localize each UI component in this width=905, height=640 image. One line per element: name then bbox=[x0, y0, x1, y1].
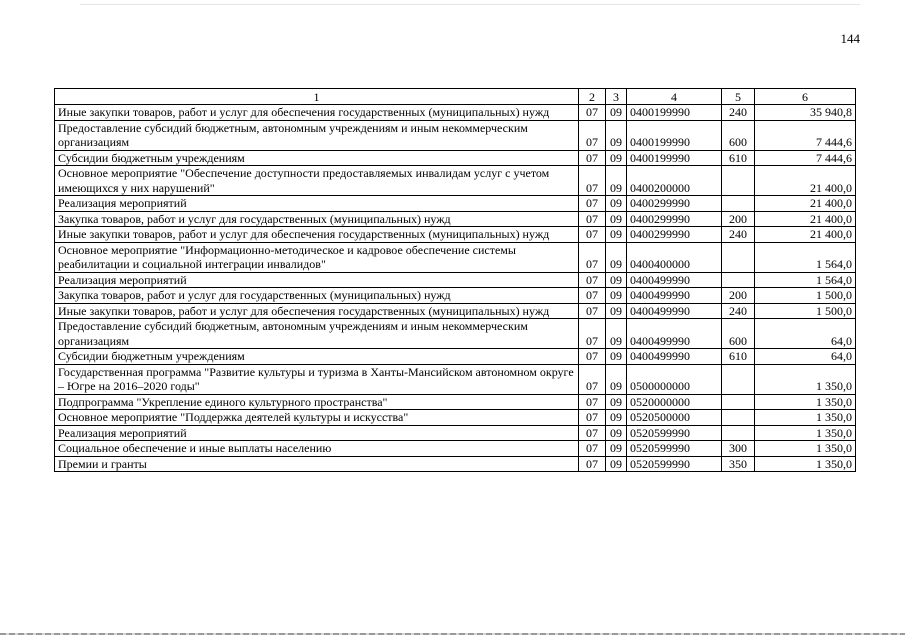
table-row bbox=[55, 456, 856, 472]
row-section-cell: 07 bbox=[579, 319, 606, 349]
row-amount-cell: 1 500,0 bbox=[755, 303, 856, 319]
row-section-cell: 07 bbox=[579, 242, 606, 272]
row-expense-type-cell: 600 bbox=[722, 319, 755, 349]
row-name-cell: Реализация мероприятий bbox=[55, 272, 579, 288]
table-row bbox=[55, 150, 856, 166]
row-target-article-cell: 0400499990 bbox=[627, 272, 722, 288]
row-expense-type-cell: 240 bbox=[722, 303, 755, 319]
row-expense-type-cell bbox=[722, 196, 755, 212]
row-amount-cell: 1 350,0 bbox=[755, 364, 856, 394]
row-name-cell: Реализация мероприятий bbox=[55, 196, 579, 212]
row-expense-type-cell: 350 bbox=[722, 456, 755, 472]
page-number: 144 bbox=[840, 31, 860, 46]
row-target-article-cell: 0400499990 bbox=[627, 288, 722, 304]
column-header-name: 1 bbox=[55, 89, 579, 105]
row-target-article-cell: 0400400000 bbox=[627, 242, 722, 272]
row-name-cell: Основное мероприятие "Информационно-методическое и кадровое обеспечение системы реабилитации и социальной интеграции инвалидов" bbox=[55, 242, 579, 272]
row-target-article-cell: 0400499990 bbox=[627, 319, 722, 349]
table-row bbox=[55, 120, 856, 150]
row-subsection-cell: 09 bbox=[606, 242, 627, 272]
row-name-cell: Предоставление субсидий бюджетным, автономным учреждениям и иным некоммерческим организациям bbox=[55, 319, 579, 349]
table-row bbox=[55, 105, 856, 121]
row-subsection-cell: 09 bbox=[606, 211, 627, 227]
column-header-section: 2 bbox=[579, 89, 606, 105]
row-expense-type-cell bbox=[722, 364, 755, 394]
row-section-cell: 07 bbox=[579, 166, 606, 196]
row-section-cell: 07 bbox=[579, 364, 606, 394]
row-target-article-cell: 0400499990 bbox=[627, 349, 722, 365]
row-expense-type-cell bbox=[722, 425, 755, 441]
row-target-article-cell: 0520599990 bbox=[627, 456, 722, 472]
row-expense-type-cell: 200 bbox=[722, 211, 755, 227]
row-section-cell: 07 bbox=[579, 441, 606, 457]
row-section-cell: 07 bbox=[579, 272, 606, 288]
row-name-cell: Иные закупки товаров, работ и услуг для обеспечения государственных (муниципальных) нужд bbox=[55, 227, 579, 243]
column-header-subsection: 3 bbox=[606, 89, 627, 105]
row-target-article-cell: 0400200000 bbox=[627, 166, 722, 196]
row-target-article-cell: 0400299990 bbox=[627, 211, 722, 227]
row-amount-cell: 21 400,0 bbox=[755, 196, 856, 212]
table-row bbox=[55, 288, 856, 304]
row-amount-cell: 1 350,0 bbox=[755, 456, 856, 472]
row-target-article-cell: 0400199990 bbox=[627, 150, 722, 166]
column-header-expense-type: 5 bbox=[722, 89, 755, 105]
row-subsection-cell: 09 bbox=[606, 105, 627, 121]
row-name-cell: Основное мероприятие "Поддержка деятелей культуры и искусства" bbox=[55, 410, 579, 426]
row-amount-cell: 64,0 bbox=[755, 319, 856, 349]
row-amount-cell: 21 400,0 bbox=[755, 166, 856, 196]
table-row bbox=[55, 319, 856, 349]
row-amount-cell: 7 444,6 bbox=[755, 120, 856, 150]
row-amount-cell: 1 500,0 bbox=[755, 288, 856, 304]
row-subsection-cell: 09 bbox=[606, 441, 627, 457]
row-section-cell: 07 bbox=[579, 456, 606, 472]
table-row bbox=[55, 349, 856, 365]
row-subsection-cell: 09 bbox=[606, 288, 627, 304]
row-name-cell: Реализация мероприятий bbox=[55, 425, 579, 441]
row-subsection-cell: 09 bbox=[606, 227, 627, 243]
row-subsection-cell: 09 bbox=[606, 120, 627, 150]
table-header-row bbox=[55, 89, 856, 105]
row-name-cell: Подпрограмма "Укрепление единого культурного пространства" bbox=[55, 394, 579, 410]
table-row bbox=[55, 211, 856, 227]
row-name-cell: Иные закупки товаров, работ и услуг для обеспечения государственных (муниципальных) нужд bbox=[55, 105, 579, 121]
row-section-cell: 07 bbox=[579, 410, 606, 426]
column-header-amount: 6 bbox=[755, 89, 856, 105]
table-row bbox=[55, 166, 856, 196]
budget-table bbox=[54, 88, 856, 472]
row-target-article-cell: 0400499990 bbox=[627, 303, 722, 319]
row-section-cell: 07 bbox=[579, 196, 606, 212]
row-target-article-cell: 0400199990 bbox=[627, 105, 722, 121]
row-subsection-cell: 09 bbox=[606, 364, 627, 394]
row-amount-cell: 21 400,0 bbox=[755, 227, 856, 243]
scan-bottom-edge bbox=[0, 633, 905, 635]
row-section-cell: 07 bbox=[579, 303, 606, 319]
row-section-cell: 07 bbox=[579, 150, 606, 166]
row-target-article-cell: 0520000000 bbox=[627, 394, 722, 410]
row-section-cell: 07 bbox=[579, 211, 606, 227]
row-subsection-cell: 09 bbox=[606, 394, 627, 410]
table-row bbox=[55, 196, 856, 212]
row-name-cell: Предоставление субсидий бюджетным, автономным учреждениям и иным некоммерческим организациям bbox=[55, 120, 579, 150]
row-section-cell: 07 bbox=[579, 105, 606, 121]
row-name-cell: Закупка товаров, работ и услуг для государственных (муниципальных) нужд bbox=[55, 288, 579, 304]
row-section-cell: 07 bbox=[579, 425, 606, 441]
row-subsection-cell: 09 bbox=[606, 166, 627, 196]
row-section-cell: 07 bbox=[579, 120, 606, 150]
row-name-cell: Субсидии бюджетным учреждениям bbox=[55, 349, 579, 365]
row-target-article-cell: 0520599990 bbox=[627, 425, 722, 441]
row-target-article-cell: 0400199990 bbox=[627, 120, 722, 150]
row-name-cell: Основное мероприятие "Обеспечение доступности предоставляемых инвалидам услуг с учетом имеющихся у них нарушений" bbox=[55, 166, 579, 196]
table-row bbox=[55, 227, 856, 243]
row-expense-type-cell: 240 bbox=[722, 227, 755, 243]
row-target-article-cell: 0520500000 bbox=[627, 410, 722, 426]
row-target-article-cell: 0520599990 bbox=[627, 441, 722, 457]
row-amount-cell: 1 350,0 bbox=[755, 425, 856, 441]
table-row bbox=[55, 441, 856, 457]
table-row bbox=[55, 364, 856, 394]
row-subsection-cell: 09 bbox=[606, 303, 627, 319]
column-header-target-article: 4 bbox=[627, 89, 722, 105]
row-expense-type-cell: 200 bbox=[722, 288, 755, 304]
row-expense-type-cell: 600 bbox=[722, 120, 755, 150]
row-target-article-cell: 0400299990 bbox=[627, 227, 722, 243]
row-amount-cell: 1 350,0 bbox=[755, 394, 856, 410]
row-amount-cell: 1 350,0 bbox=[755, 441, 856, 457]
table-row bbox=[55, 303, 856, 319]
row-section-cell: 07 bbox=[579, 288, 606, 304]
row-target-article-cell: 0500000000 bbox=[627, 364, 722, 394]
row-expense-type-cell bbox=[722, 394, 755, 410]
row-subsection-cell: 09 bbox=[606, 272, 627, 288]
row-expense-type-cell bbox=[722, 166, 755, 196]
row-subsection-cell: 09 bbox=[606, 196, 627, 212]
table-row bbox=[55, 242, 856, 272]
row-amount-cell: 21 400,0 bbox=[755, 211, 856, 227]
row-name-cell: Социальное обеспечение и иные выплаты населению bbox=[55, 441, 579, 457]
row-section-cell: 07 bbox=[579, 349, 606, 365]
table-row bbox=[55, 425, 856, 441]
row-subsection-cell: 09 bbox=[606, 456, 627, 472]
table-row bbox=[55, 410, 856, 426]
row-target-article-cell: 0400299990 bbox=[627, 196, 722, 212]
table-row bbox=[55, 272, 856, 288]
row-expense-type-cell bbox=[722, 242, 755, 272]
table-row bbox=[55, 394, 856, 410]
row-subsection-cell: 09 bbox=[606, 150, 627, 166]
row-expense-type-cell bbox=[722, 410, 755, 426]
row-amount-cell: 7 444,6 bbox=[755, 150, 856, 166]
row-expense-type-cell bbox=[722, 272, 755, 288]
scan-top-edge bbox=[80, 4, 860, 5]
row-name-cell: Премии и гранты bbox=[55, 456, 579, 472]
row-amount-cell: 35 940,8 bbox=[755, 105, 856, 121]
row-amount-cell: 1 564,0 bbox=[755, 272, 856, 288]
row-name-cell: Субсидии бюджетным учреждениям bbox=[55, 150, 579, 166]
row-subsection-cell: 09 bbox=[606, 410, 627, 426]
row-subsection-cell: 09 bbox=[606, 425, 627, 441]
row-expense-type-cell: 610 bbox=[722, 349, 755, 365]
row-subsection-cell: 09 bbox=[606, 349, 627, 365]
row-section-cell: 07 bbox=[579, 394, 606, 410]
row-expense-type-cell: 300 bbox=[722, 441, 755, 457]
row-amount-cell: 1 564,0 bbox=[755, 242, 856, 272]
row-amount-cell: 64,0 bbox=[755, 349, 856, 365]
row-subsection-cell: 09 bbox=[606, 319, 627, 349]
table-body bbox=[55, 105, 856, 472]
row-name-cell: Закупка товаров, работ и услуг для государственных (муниципальных) нужд bbox=[55, 211, 579, 227]
row-name-cell: Иные закупки товаров, работ и услуг для обеспечения государственных (муниципальных) нужд bbox=[55, 303, 579, 319]
row-expense-type-cell: 610 bbox=[722, 150, 755, 166]
row-name-cell: Государственная программа "Развитие культуры и туризма в Ханты-Мансийском автономном округе – Югре на 2016–2020 годы" bbox=[55, 364, 579, 394]
row-section-cell: 07 bbox=[579, 227, 606, 243]
row-expense-type-cell: 240 bbox=[722, 105, 755, 121]
row-amount-cell: 1 350,0 bbox=[755, 410, 856, 426]
